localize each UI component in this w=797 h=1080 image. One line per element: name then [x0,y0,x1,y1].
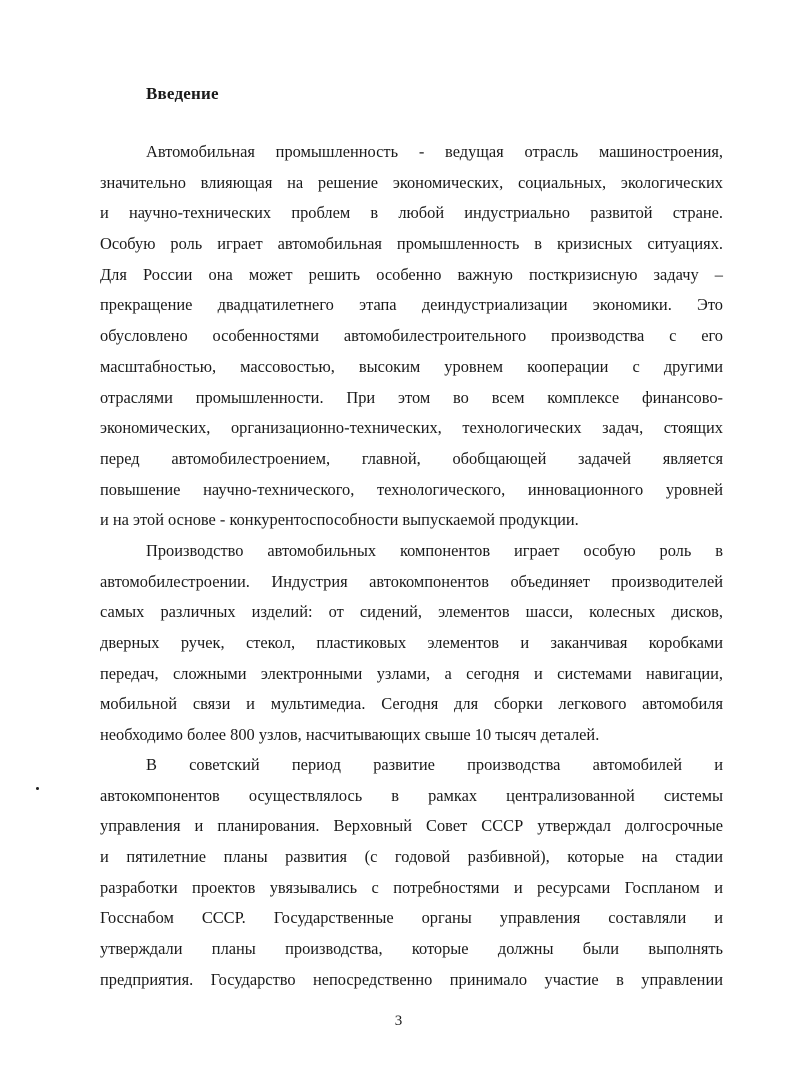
text-line: масштабностью, массовостью, высоким уровнем кооперации с другими [100,356,723,376]
text-line: автомобилестроении. Индустрия автокомпонентов объединяет производителей [100,571,723,591]
text-line: В советский период развитие производства автомобилей и [146,755,723,774]
text-line: предприятия. Государство непосредственно принимало участие в управлении [100,969,723,989]
text-line: повышение научно-технического, технологического, инновационного уровней [100,479,723,499]
paragraph-1 [100,137,723,536]
text-line: отраслями промышленности. При этом во всем комплексе финансово- [100,387,723,407]
section-heading: Введение [146,84,219,103]
text-line: и пятилетние планы развития (с годовой разбивной), которые на стадии [100,847,723,867]
scan-speck [36,787,39,790]
page-number: 3 [394,1013,403,1029]
text-line: управления и планирования. Верховный Совет СССР утверждал долгосрочные [100,816,723,836]
text-line: и на этой основе - конкурентоспособности выпускаемой продукции. [100,510,579,530]
text-line: прекращение двадцатилетнего этапа деиндустриализации экономики. Это [100,295,723,315]
text-line: дверных ручек, стекол, пластиковых элементов и заканчивая коробками [100,633,723,653]
text-line: Особую роль играет автомобильная промышленность в кризисных ситуациях. [100,234,723,254]
text-line: значительно влияющая на решение экономических, социальных, экологических [100,172,723,192]
text-line: Госснабом СССР. Государственные органы управления составляли и [100,908,723,928]
text-line: мобильной связи и мультимедиа. Сегодня для сборки легкового автомобиля [100,694,723,714]
text-line: обусловлено особенностями автомобилестроительного производства с его [100,326,723,346]
text-line: утверждали планы производства, которые должны были выполнять [100,939,723,959]
text-line: и научно-технических проблем в любой индустриально развитой стране. [100,203,723,223]
text-line: Автомобильная промышленность - ведущая отрасль машиностроения, [146,142,723,161]
text-line: разработки проектов увязывались с потребностями и ресурсами Госпланом и [100,877,723,897]
text-line: перед автомобилестроением, главной, обобщающей задачей является [100,448,723,468]
text-line: экономических, организационно-технических, технологических задач, стоящих [100,418,723,438]
text-line: автокомпонентов осуществлялось в рамках централизованной системы [100,785,723,805]
text-line: Производство автомобильных компонентов играет особую роль в [146,541,723,560]
text-line: Для России она может решить особенно важную посткризисную задачу – [100,264,723,284]
text-line: самых различных изделий: от сидений, элементов шасси, колесных дисков, [100,602,723,622]
text-line: необходимо более 800 узлов, насчитывающих свыше 10 тысяч деталей. [100,725,600,745]
paragraph-2 [100,536,723,751]
text-line: передач, сложными электронными узлами, а сегодня и системами навигации, [100,663,723,683]
paragraph-3 [100,750,723,996]
